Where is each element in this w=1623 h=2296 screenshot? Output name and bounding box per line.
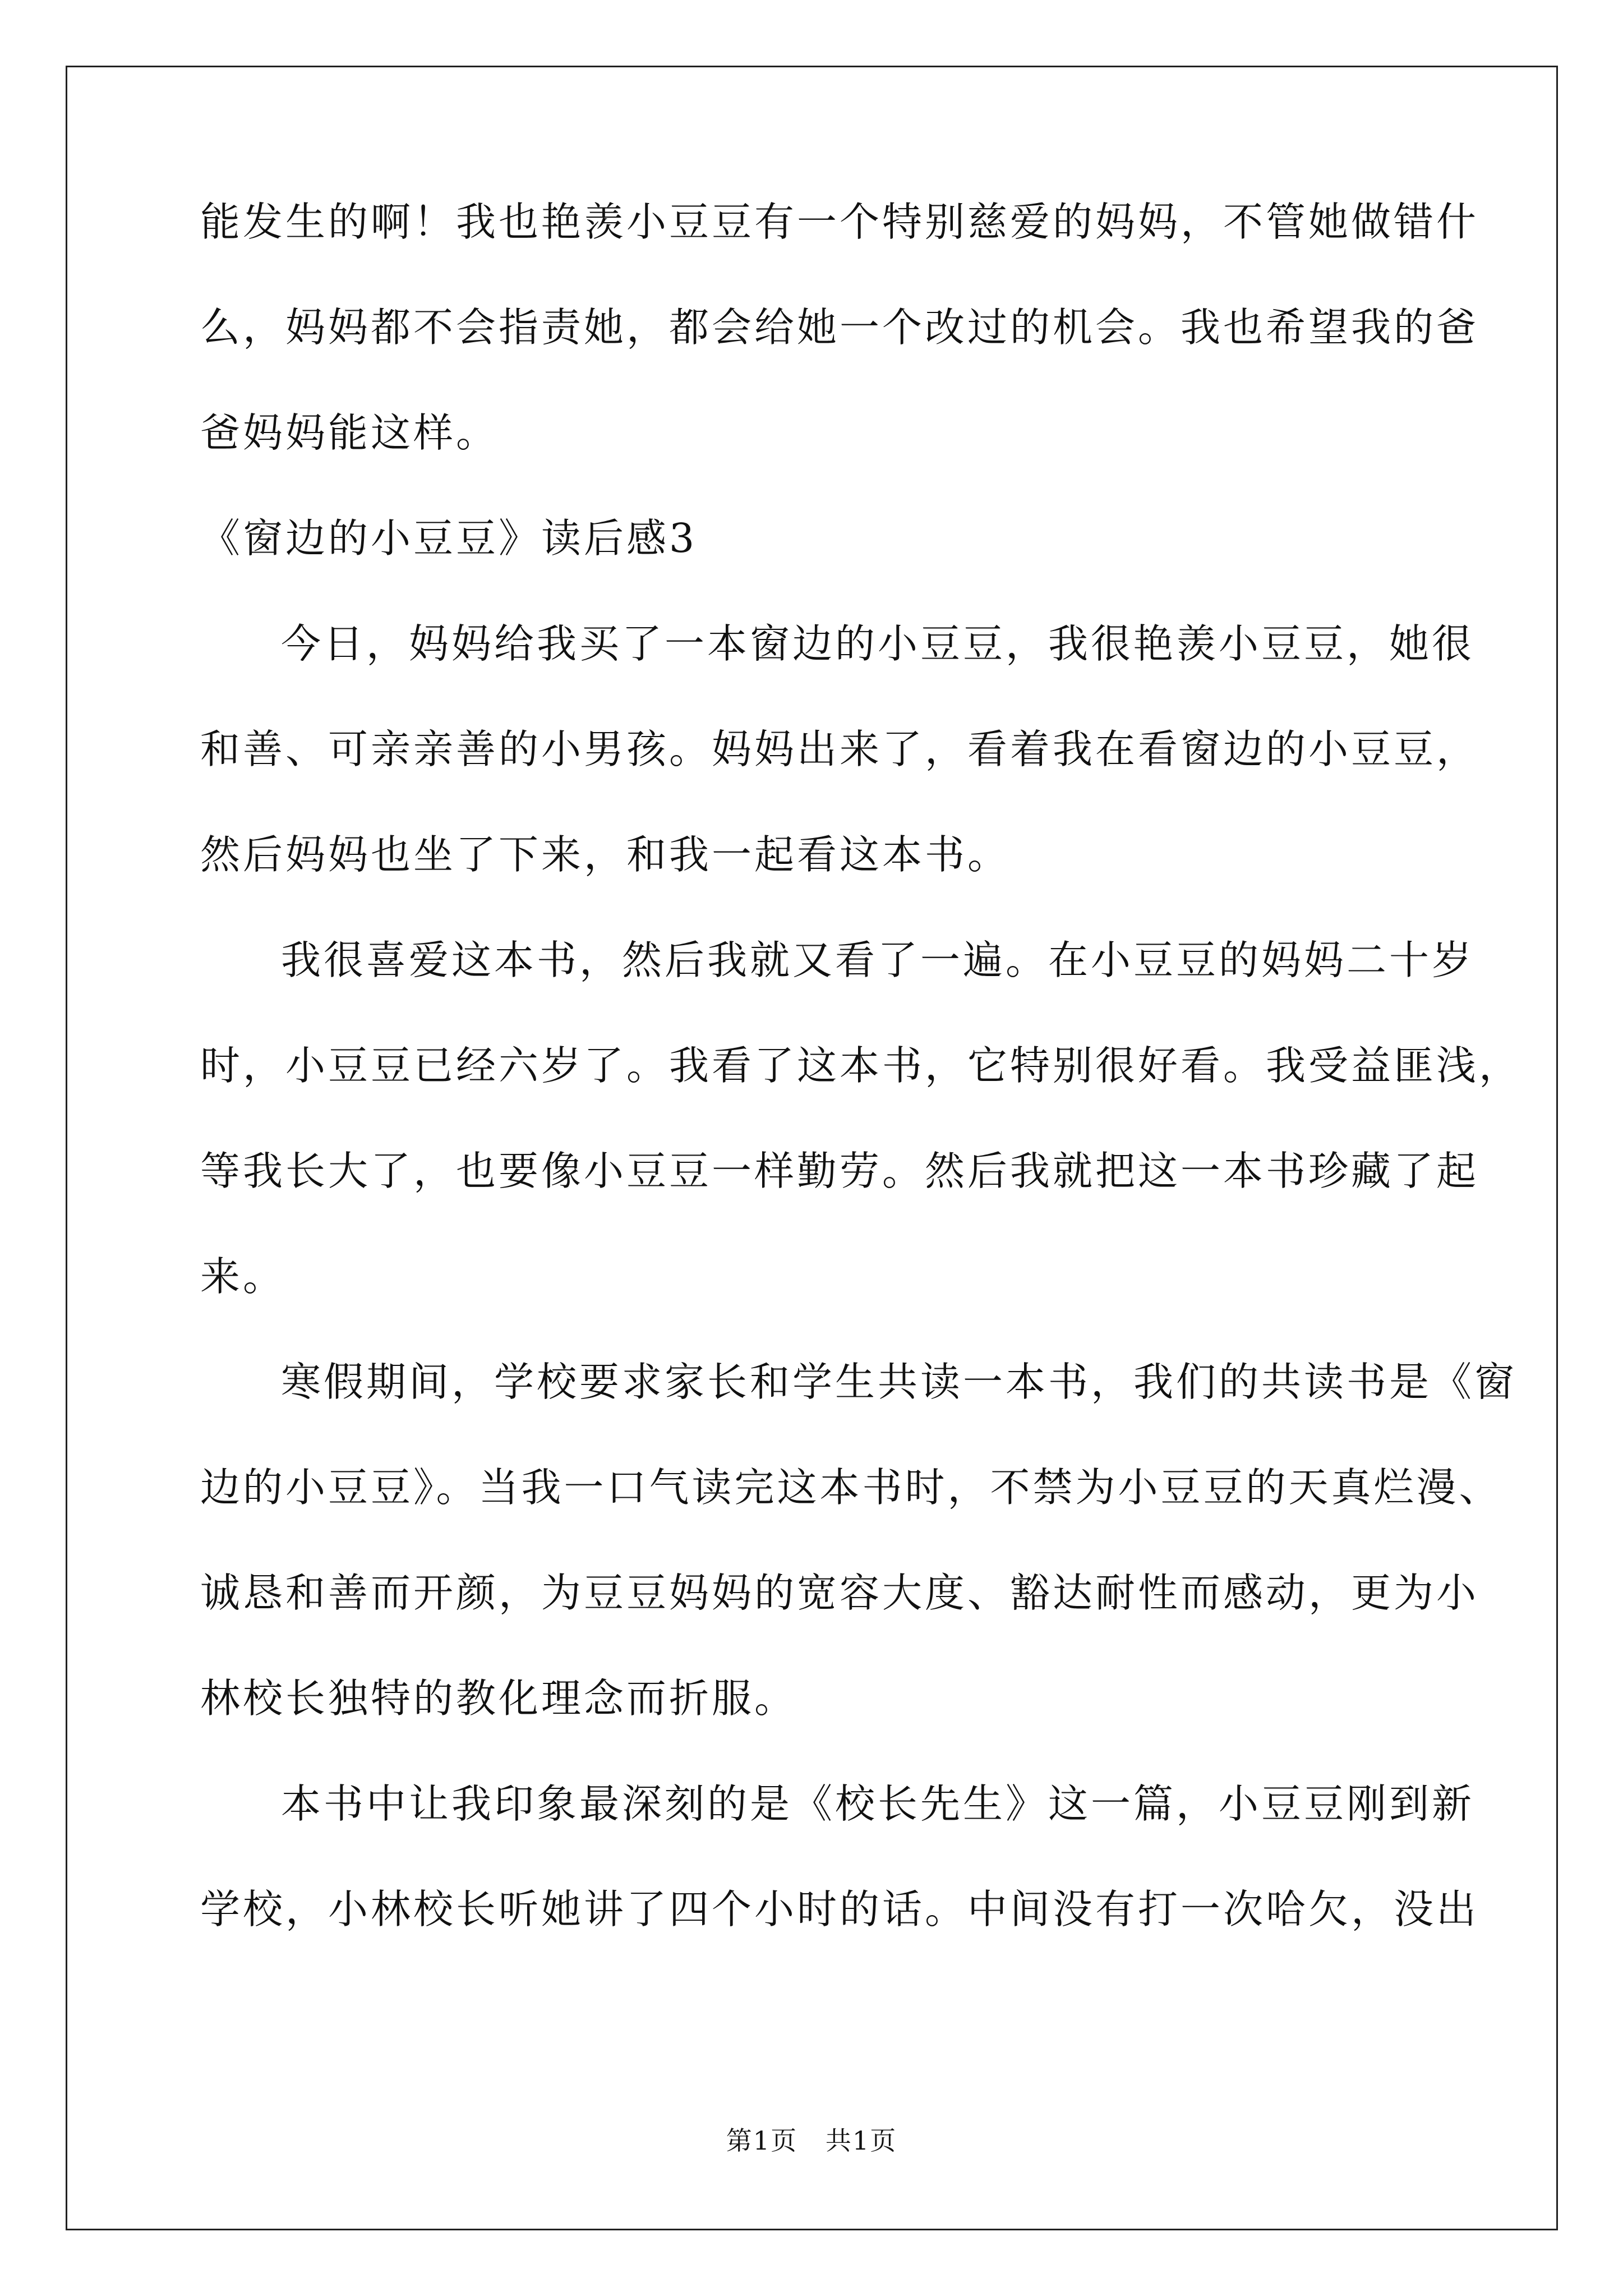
text-line: 能发生的啊！我也艳羡小豆豆有一个特别慈爱的妈妈，不管她做错什 bbox=[200, 199, 1479, 245]
text-line: 和善、可亲亲善的小男孩。妈妈出来了，看着我在看窗边的小豆豆， bbox=[200, 726, 1479, 772]
text-line: 学校，小林校长听她讲了四个小时的话。中间没有打一次哈欠，没出 bbox=[200, 1886, 1479, 1932]
text-line: 来。 bbox=[200, 1253, 286, 1300]
paragraph-1 bbox=[200, 197, 1479, 458]
text-line: 林校长独特的教化理念而折服。 bbox=[200, 1675, 797, 1722]
heading-line: 《窗边的小豆豆》读后感3 bbox=[200, 515, 698, 562]
text-line: 等我长大了，也要像小豆豆一样勤劳。然后我就把这一本书珍藏了起 bbox=[200, 1148, 1479, 1194]
text-line: 爸妈妈能这样。 bbox=[200, 409, 499, 456]
text-line: 我很喜爱这本书，然后我就又看了一遍。在小豆豆的妈妈二十岁 bbox=[281, 937, 1475, 983]
page-number-footer: 第1页 共1页 bbox=[726, 2125, 897, 2156]
section-heading bbox=[200, 514, 1449, 563]
paragraph-4 bbox=[200, 1358, 1518, 1723]
text-line: 本书中让我印象最深刻的是《校长先生》这一篇，小豆豆刚到新 bbox=[281, 1780, 1475, 1827]
text-line: 时，小豆豆已经六岁了。我看了这本书，它特别很好看。我受益匪浅， bbox=[200, 1042, 1522, 1089]
text-line: 今日，妈妈给我买了一本窗边的小豆豆，我很艳羡小豆豆，她很 bbox=[281, 620, 1475, 667]
text-line: 诚恳和善而开颜，为豆豆妈妈的宽容大度、豁达耐性而感动，更为小 bbox=[200, 1570, 1479, 1616]
paragraph-2 bbox=[200, 619, 1479, 880]
text-line: 然后妈妈也坐了下来，和我一起看这本书。 bbox=[200, 831, 1011, 878]
text-line: 么，妈妈都不会指责她，都会给她一个改过的机会。我也希望我的爸 bbox=[200, 304, 1479, 351]
text-line: 寒假期间，学校要求家长和学生共读一本书，我们的共读书是《窗 bbox=[281, 1359, 1518, 1405]
text-line: 边的小豆豆》。当我一口气读完这本书时，不禁为小豆豆的天真烂漫、 bbox=[200, 1464, 1502, 1511]
paragraph-3 bbox=[200, 936, 1522, 1301]
document-body bbox=[200, 197, 1522, 1934]
paragraph-5 bbox=[200, 1779, 1479, 1934]
